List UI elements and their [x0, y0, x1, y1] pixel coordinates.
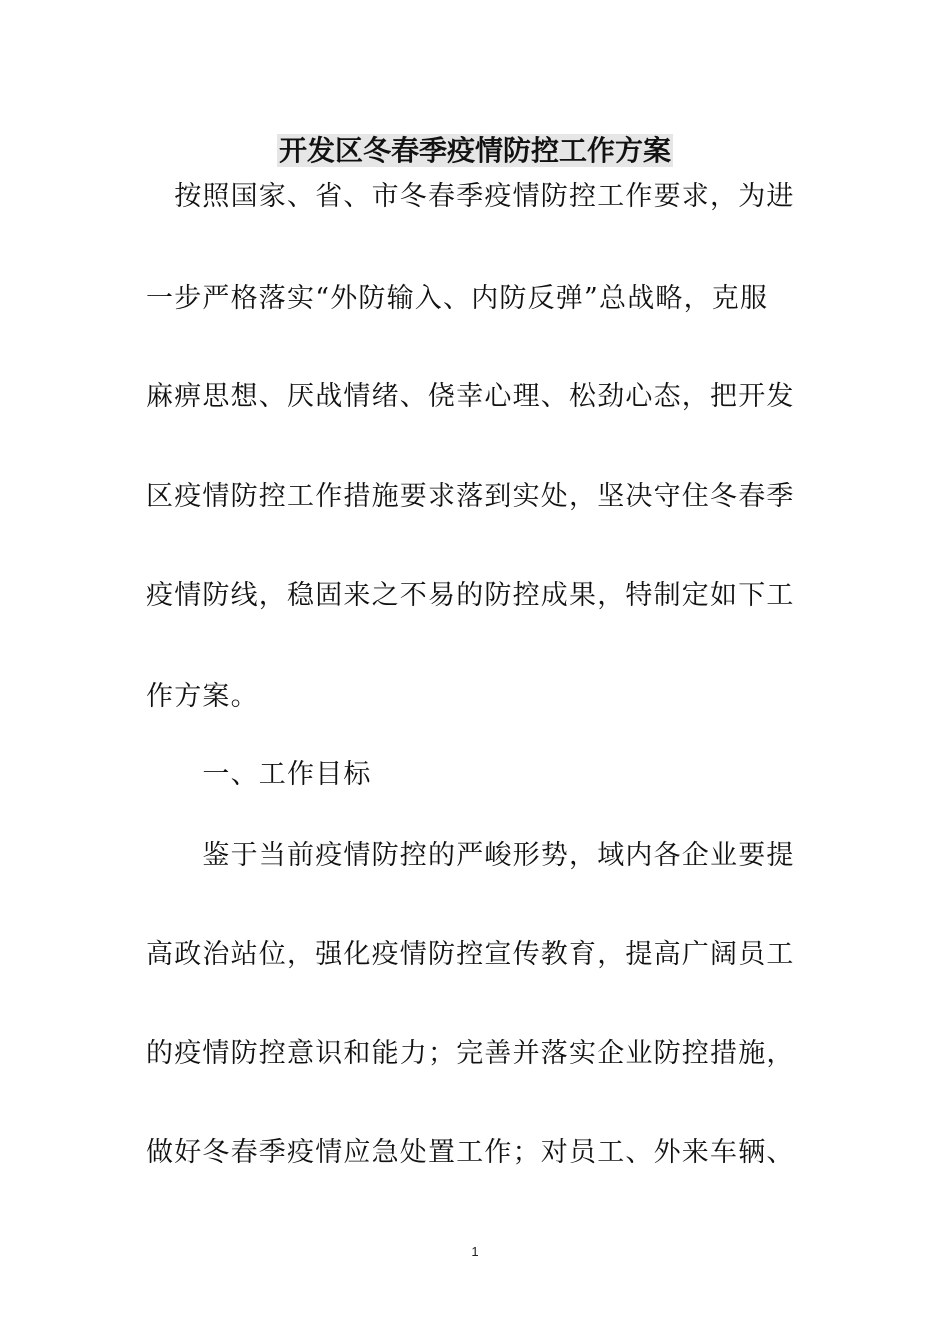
paragraph-line-2: 一步严格落实“外防输入、内防反弹”总战略，克服	[146, 283, 769, 314]
paragraph-line-5: 疫情防线，稳固来之不易的防控成果，特制定如下工	[146, 580, 795, 611]
paragraph-line-8: 高政治站位，强化疫情防控宣传教育，提高广阔员工	[146, 939, 795, 970]
paragraph-line-10: 做好冬春季疫情应急处置工作；对员工、外来车辆、	[146, 1137, 795, 1168]
paragraph-line-7: 鉴于当前疫情防控的严峻形势，域内各企业要提	[146, 840, 795, 871]
document-title	[0, 132, 950, 170]
paragraph-line-3: 麻痹思想、厌战情绪、侥幸心理、松劲心态，把开发	[146, 381, 795, 412]
paragraph-line-9: 的疫情防控意识和能力；完善并落实企业防控措施，	[146, 1038, 795, 1069]
paragraph-line-6: 作方案。	[146, 681, 259, 712]
paragraph-line-1: 按照国家、省、市冬春季疫情防控工作要求，为进	[146, 181, 795, 212]
paragraph-line-4: 区疫情防控工作措施要求落到实处，坚决守住冬春季	[146, 481, 795, 512]
document-title-text: 开发区冬春季疫情防控工作方案	[278, 134, 671, 167]
page-number: 1	[471, 1244, 479, 1259]
section-heading: 一、工作目标	[146, 759, 372, 790]
